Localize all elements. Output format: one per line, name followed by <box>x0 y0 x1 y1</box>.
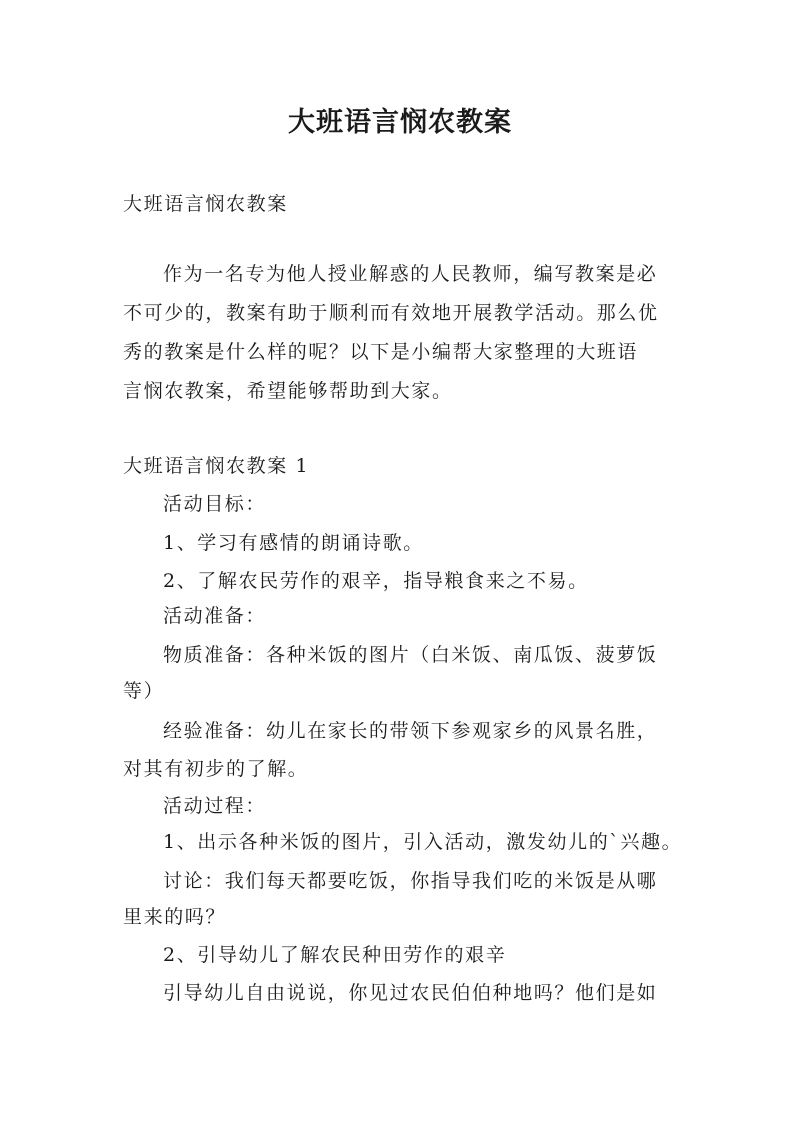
body-line: 活动过程： <box>163 795 267 817</box>
body-line: 2、引导幼儿了解农民种田劳作的艰辛 <box>163 944 507 966</box>
document-title: 大班语言悯农教案 <box>288 107 512 138</box>
body-line: 1、出示各种米饭的图片，引入活动，激发幼儿的`兴趣。 <box>163 831 683 853</box>
body-line: 对其有初步的了解。 <box>123 758 309 780</box>
body-line: 物质准备：各种米饭的图片（白米饭、南瓜饭、菠萝饭 <box>163 644 658 666</box>
body-line: 讨论：我们每天都要吃饭，你指导我们吃的米饭是从哪 <box>163 870 658 892</box>
body-line: 1、学习有感情的朗诵诗歌。 <box>163 532 424 554</box>
intro-line: 作为一名专为他人授业解惑的人民教师，编写教案是必 <box>163 263 658 285</box>
intro-line: 言悯农教案，希望能够帮助到大家。 <box>123 380 453 402</box>
body-line: 2、了解农民劳作的艰辛，指导粮食来之不易。 <box>163 570 589 592</box>
body-line: 活动准备： <box>163 605 267 627</box>
section-heading: 大班语言悯农教案 1 <box>123 455 310 477</box>
body-line: 等） <box>123 680 165 702</box>
body-line: 里来的吗？ <box>123 906 227 928</box>
intro-line: 秀的教案是什么样的呢？以下是小编帮大家整理的大班语 <box>123 341 639 363</box>
document-subtitle: 大班语言悯农教案 <box>123 193 288 215</box>
body-line: 经验准备：幼儿在家长的带领下参观家乡的风景名胜， <box>163 720 658 742</box>
body-line: 活动目标： <box>163 493 267 515</box>
intro-line: 不可少的，教案有助于顺利而有效地开展教学活动。那么优 <box>123 302 659 324</box>
body-line: 引导幼儿自由说说，你见过农民伯伯种地吗？他们是如 <box>163 982 658 1004</box>
